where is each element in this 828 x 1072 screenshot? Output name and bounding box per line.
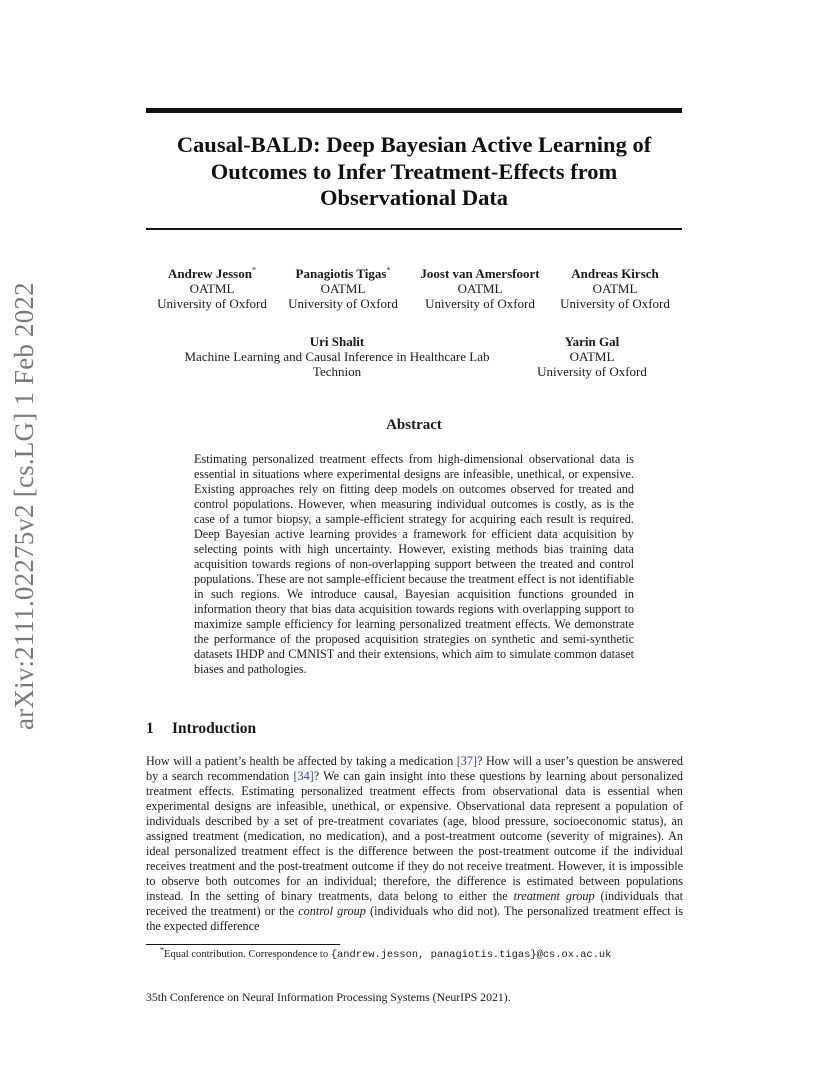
intro-text: ? We can gain insight into these questions by learning about personalized treatment effects. Estimating personalized treatment effects from observational data is essential when experimental designs are infeasible, unethical, or expensive. Observational data represent a population of individuals described by a set of pre-treatment covariates (age, blood pressure, socioeconomic status), an assigned treatment (medication, no medication), and a post-treatment outcome (severity of migraines). An ideal personalized treatment effect is the difference between the post-treatment outcome if the individual receives treatment and the post-treatment outcome if they do not receive treatment. However, it is impossible to observe both outcomes for an individual; therefore, the difference is estimated between populations instead. In the setting of binary treatments, data belong to either the: [146, 769, 683, 903]
section-heading: [146, 720, 256, 738]
arxiv-stamp: arXiv:2111.02275v2 [cs.LG] 1 Feb 2022: [9, 282, 39, 730]
author-block: [273, 266, 413, 311]
intro-text: (individuals who did not). The personalized treatment effect is the expected difference: [146, 904, 683, 933]
author-block: [172, 334, 502, 379]
title-top-rule: [146, 108, 682, 113]
citation-link[interactable]: [34]: [293, 769, 314, 783]
author-name: Joost van Amersfoort: [420, 266, 540, 281]
author-affiliation: OATML: [457, 281, 503, 296]
intro-text: How will a patient’s health be affected by taking a medication: [146, 754, 457, 768]
author-university: University of Oxford: [288, 296, 398, 311]
citation-link[interactable]: [37]: [456, 754, 478, 768]
author-university: University of Oxford: [157, 296, 267, 311]
emphasis-control-group: control group: [298, 904, 366, 918]
footnote-mark: *: [160, 945, 164, 955]
footnote-email: {andrew.jesson, panagiotis.tigas}@cs.ox.ac.uk: [330, 949, 612, 961]
author-university: University of Oxford: [537, 364, 647, 379]
introduction-paragraph: [146, 754, 683, 934]
abstract-heading: Abstract: [386, 417, 442, 433]
author-name: Andrew Jesson: [168, 266, 252, 281]
author-block: [522, 334, 662, 379]
author-name: Panagiotis Tigas: [295, 266, 387, 281]
section-title: Introduction: [172, 720, 257, 737]
abstract-text: Estimating personalized treatment effects from high-dimensional observational data is essential in situations where experimental designs are infeasible, unethical, or expensive. Existing approaches rely on fitting deep models on outcomes observed for treated and control populations. However, when measuring individual outcomes is costly, as is the case of a tumor biopsy, a sample-efficient strategy for acquiring each result is required. Deep Bayesian active learning provides a framework for efficient data acquisition by selecting points with high uncertainty. However, existing methods bias training data acquisition towards regions of non-overlapping support between the treated and control populations. These are not sample-efficient because the treatment effect is not identifiable in such regions. We introduce causal, Bayesian acquisition functions grounded in information theory that bias data acquisition towards regions with overlapping support to maximize sample efficiency for learning personalized treatment effects. We demonstrate the performance of the proposed acquisition strategies on synthetic and semi-synthetic datasets IHDP and CMNIST and their extensions, which aim to simulate common dataset biases and pathologies.: [194, 452, 634, 676]
author-block: [410, 266, 550, 311]
author-affiliation: OATML: [592, 281, 638, 296]
author-block: [142, 266, 282, 311]
footnote: [160, 945, 612, 962]
intro-text: ? How will a user’s question be answered by a search recommendation: [146, 754, 683, 783]
author-university: Technion: [312, 364, 362, 379]
author-affiliation: OATML: [189, 281, 235, 296]
paper-title: Causal-BALD: Deep Bayesian Active Learning of Outcomes to Infer Treatment-Effects from Observational Data: [176, 132, 652, 210]
title-bottom-rule: [146, 228, 682, 230]
author-block: [545, 266, 685, 311]
intro-text: (individuals that received the treatment) or the: [146, 889, 684, 918]
equal-contribution-mark: *: [251, 265, 256, 275]
author-name: Andreas Kirsch: [571, 266, 659, 281]
author-university: University of Oxford: [425, 296, 535, 311]
author-affiliation: OATML: [320, 281, 366, 296]
author-name: Yarin Gal: [564, 334, 620, 349]
footnote-rule: [146, 944, 340, 945]
author-university: University of Oxford: [560, 296, 670, 311]
emphasis-treatment-group: treatment group: [513, 889, 595, 903]
section-number: 1: [146, 720, 154, 737]
author-affiliation: OATML: [569, 349, 615, 364]
author-affiliation: Machine Learning and Causal Inference in Healthcare Lab: [184, 349, 490, 364]
footnote-text: Equal contribution. Correspondence to: [164, 949, 331, 960]
conference-note: 35th Conference on Neural Information Processing Systems (NeurIPS 2021).: [146, 990, 511, 1004]
author-name: Uri Shalit: [309, 334, 365, 349]
equal-contribution-mark: *: [386, 265, 391, 275]
